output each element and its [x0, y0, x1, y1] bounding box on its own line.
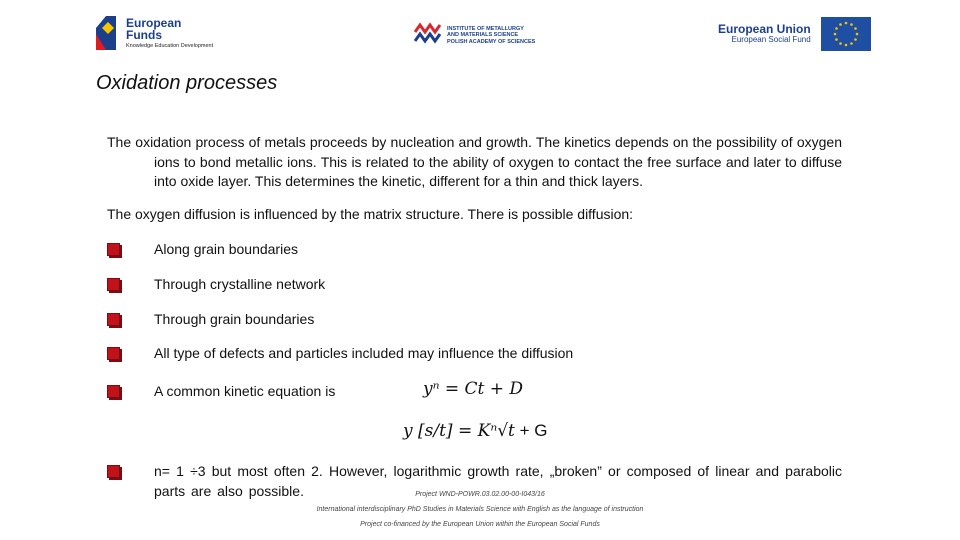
kinetic-equation-1: yⁿ = Ct + D: [423, 379, 524, 399]
eu-line2: European Social Fund: [731, 35, 811, 45]
equation-2-left: y [s/t] = K: [403, 421, 491, 441]
list-item: [107, 311, 314, 327]
footer-cofinancing: Project co-financed by the European Union within the European Social Funds: [360, 521, 600, 528]
bullet-square-icon: [107, 347, 120, 360]
eu-line1: European Union: [718, 22, 811, 36]
institute-line1: INSTITUTE OF METALLURGY: [447, 25, 524, 32]
eu-funds-line2: Funds: [126, 28, 162, 43]
bullet-square-icon: [107, 385, 120, 398]
bullet-square-icon: [107, 465, 120, 478]
footer-program-name: International interdisciplinary PhD Studies in Materials Science with English as the language of instruction: [316, 506, 644, 513]
list-item-text: n= 1 ÷3 but most often 2. However, logarithmic growth rate, „broken” or composed of linear and parabolic parts are also possible.: [154, 463, 842, 499]
list-item: [107, 345, 573, 361]
eu-flag-icon: [821, 17, 871, 51]
paragraph-intro: The oxidation process of metals proceeds by nucleation and growth. The kinetics depends on the possibility of oxygen ions to bond metallic ions. This is related to the ability of oxygen to contact the free surface and later to diffuse into oxide layer. This determines the kinetic, different for a thin and thick layers.: [107, 134, 842, 189]
institute-line2: AND MATERIALS SCIENCE: [447, 32, 519, 39]
list-item: [107, 383, 335, 399]
list-item-text: Through grain boundaries: [154, 311, 315, 327]
list-item-text: Along grain boundaries: [154, 241, 298, 257]
equation-2-right: + G: [514, 421, 548, 440]
footer-project-number: Project WND-POWR.03.02.00-00-I043/16: [415, 491, 545, 498]
equation-2-root: ⁿ√t: [490, 421, 515, 441]
bullet-square-icon: [107, 243, 120, 256]
eu-funds-line1: European: [126, 15, 182, 30]
list-item-text: All type of defects and particles included may influence the diffusion: [154, 345, 574, 361]
european-union-logo: [718, 17, 871, 51]
slide-title: Oxidation processes: [96, 72, 278, 94]
list-item: [107, 241, 298, 257]
european-funds-logo: [94, 14, 213, 52]
institute-line3: POLISH ACADEMY OF SCIENCES: [447, 38, 536, 45]
kinetic-equation-2: [403, 421, 547, 441]
institute-logo: [414, 22, 535, 49]
paragraph-diffusion: The oxygen diffusion is influenced by the matrix structure. There is possible diffusion:: [107, 206, 634, 222]
list-item: [107, 276, 325, 292]
european-funds-mark-icon: [94, 14, 120, 52]
list-item-text: Through crystalline network: [154, 276, 326, 292]
bullet-square-icon: [107, 278, 120, 291]
institute-mark-icon: [414, 22, 442, 49]
eu-funds-line3: Knowledge Education Development: [126, 42, 214, 49]
list-item-text: A common kinetic equation is: [154, 383, 336, 399]
bullet-square-icon: [107, 313, 120, 326]
